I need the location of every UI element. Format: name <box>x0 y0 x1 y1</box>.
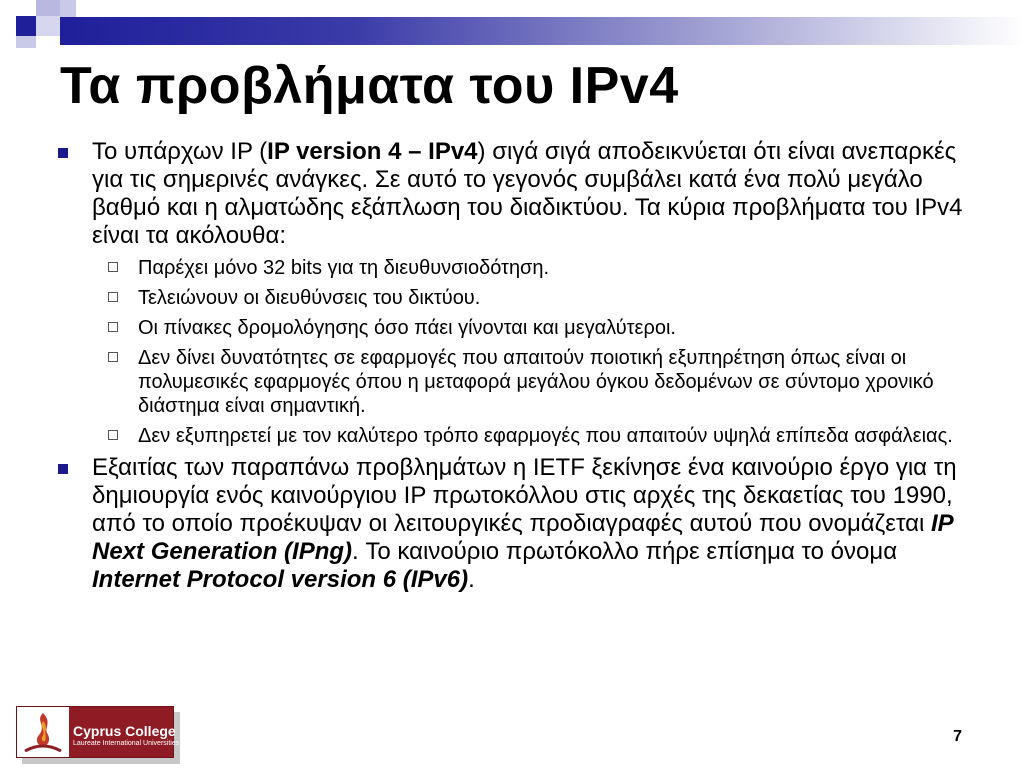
bullet-item-1: Το υπάρχων IP (IP version 4 – IPv4) σιγά σιγά αποδεικνύεται ότι είναι ανεπαρκές για τις σημερινές ανάγκες. Σε αυτό το γεγονός συμβάλει κατά ένα πολύ μεγάλο βαθμό και η αλματώδης εξάπλωση του διαδικτύου. Τα κύρια προβλήματα του IPv4 είναι τα ακόλουθα: <box>58 138 988 250</box>
sub-bullet-item: Τελειώνουν οι διευθύνσεις του δικτύου. <box>58 286 988 310</box>
logo-tagline: Laureate International Universities <box>73 740 180 747</box>
logo-name: Cyprus College <box>73 723 176 739</box>
decor-square-light <box>36 16 60 36</box>
hollow-square-bullet-icon <box>108 292 118 302</box>
slide-content <box>58 138 988 600</box>
decor-square-dark <box>16 16 36 36</box>
hollow-square-bullet-icon <box>108 262 118 272</box>
hollow-square-bullet-icon <box>108 322 118 332</box>
cyprus-college-logo <box>16 706 180 764</box>
header-gradient-bar <box>60 17 1024 45</box>
decor-square-light <box>60 0 76 17</box>
slide-title: Τα προβλήματα του IPv4 <box>60 57 679 115</box>
bullet-item-2: Εξαιτίας των παραπάνω προβλημάτων η IETF ξεκίνησε ένα καινούριο έργο για τη δημιουργία ενός καινούργιου IP πρωτοκόλλου στις αρχές της δεκαετίας του 1990, από το οποίο προέκυψαν οι λειτουργικές προδιαγραφές αυτού που ονομάζεται IP Next Generation (IPng). Το καινούριο πρωτόκολλο πήρε επίσημα το όνομα Internet Protocol version 6 (IPv6). <box>58 454 988 594</box>
hollow-square-bullet-icon <box>108 352 118 362</box>
sub-bullet-item: Οι πίνακες δρομολόγησης όσο πάει γίνονται και μεγαλύτεροι. <box>58 316 988 340</box>
decor-square-light <box>16 36 36 48</box>
sub-bullet-item: Παρέχει μόνο 32 bits για τη διευθυνσιοδότηση. <box>58 256 988 280</box>
square-bullet-icon <box>58 464 68 474</box>
square-bullet-icon <box>58 148 68 158</box>
sub-bullet-item: Δεν δίνει δυνατότητες σε εφαρμογές που απαιτούν ποιοτική εξυπηρέτηση όπως είναι οι πολυμεσικές εφαρμογές όπου η μεταφορά μεγάλου όγκου δεδομένων σε σύντομο χρονικό διάστημα είναι σημαντική. <box>58 346 988 418</box>
hollow-square-bullet-icon <box>108 430 118 440</box>
decor-square-light <box>36 0 60 16</box>
sub-bullet-item: Δεν εξυπηρετεί με τον καλύτερο τρόπο εφαρμογές που απαιτούν υψηλά επίπεδα ασφάλειας. <box>58 424 988 448</box>
page-number: 7 <box>953 728 962 745</box>
sub-bullet-list <box>58 256 988 448</box>
flame-emblem-icon <box>17 707 69 757</box>
